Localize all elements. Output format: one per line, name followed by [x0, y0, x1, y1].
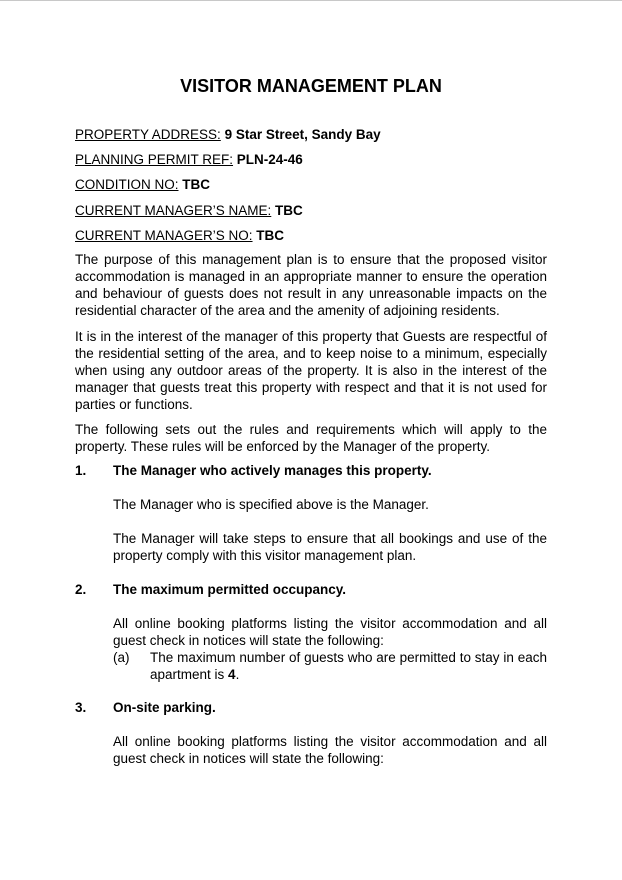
subitem-label: (a) — [113, 650, 130, 665]
field-label: CONDITION NO: — [75, 177, 179, 192]
intro-paragraph-rules: The following sets out the rules and requirements which will apply to the property. These rules will be enforced by the Manager of the property. — [75, 422, 547, 454]
manager-name-field — [75, 202, 303, 219]
intro-paragraph-purpose: The purpose of this management plan is to ensure that the proposed visitor accommodation is managed in an appropriate manner to ensure the operation and behaviour of guests does not result in any unreasonable impacts on the residential character of the area and the amenity of adjoining residents. — [75, 252, 547, 318]
field-value: TBC — [275, 203, 303, 218]
page-top-border — [0, 0, 622, 1]
subitem-text — [150, 649, 547, 683]
section-1-paragraph: The Manager will take steps to ensure that all bookings and use of the property comply with this visitor management plan. — [113, 531, 547, 563]
field-label: CURRENT MANAGER’S NO: — [75, 228, 253, 243]
manager-number-field — [75, 227, 284, 244]
planning-permit-field — [75, 151, 303, 168]
section-3-paragraph: All online booking platforms listing the visitor accommodation and all guest check in notices will state the following: — [113, 734, 547, 766]
subitem-text-after: . — [235, 667, 240, 682]
section-1-paragraph: The Manager who is specified above is the Manager. — [113, 497, 429, 512]
field-value: TBC — [256, 228, 285, 243]
intro-paragraph-interest: It is in the interest of the manager of this property that Guests are respectful of the residential setting of the area, and to keep noise to a minimum, especially when using any outdoor areas of the property. It is also in the interest of the manager that guests treat this property with respect and that it is not used for parties or functions. — [75, 329, 547, 412]
field-value: TBC — [182, 177, 211, 192]
section-1-title: The Manager who actively manages this property. — [113, 463, 432, 478]
condition-no-field — [75, 176, 210, 193]
section-1-number: 1. — [75, 463, 87, 478]
field-label: CURRENT MANAGER’S NAME: — [75, 203, 272, 218]
section-3-number: 3. — [75, 700, 87, 715]
property-address-field — [75, 126, 381, 143]
section-2-paragraph: All online booking platforms listing the visitor accommodation and all guest check in notices will state the following: — [113, 616, 547, 648]
field-value: 9 Star Street, Sandy Bay — [224, 127, 381, 142]
field-value: PLN-24-46 — [236, 152, 303, 167]
field-label: PROPERTY ADDRESS: — [75, 127, 221, 142]
max-guests-value: 4 — [228, 667, 236, 682]
section-2-title: The maximum permitted occupancy. — [113, 582, 347, 597]
subitem-text-before: The maximum number of guests who are permitted to stay in each apartment is — [150, 650, 547, 682]
section-3-title: On-site parking. — [113, 700, 216, 715]
field-label: PLANNING PERMIT REF: — [75, 152, 234, 167]
document-title: VISITOR MANAGEMENT PLAN — [180, 76, 442, 96]
section-2-number: 2. — [75, 582, 87, 597]
